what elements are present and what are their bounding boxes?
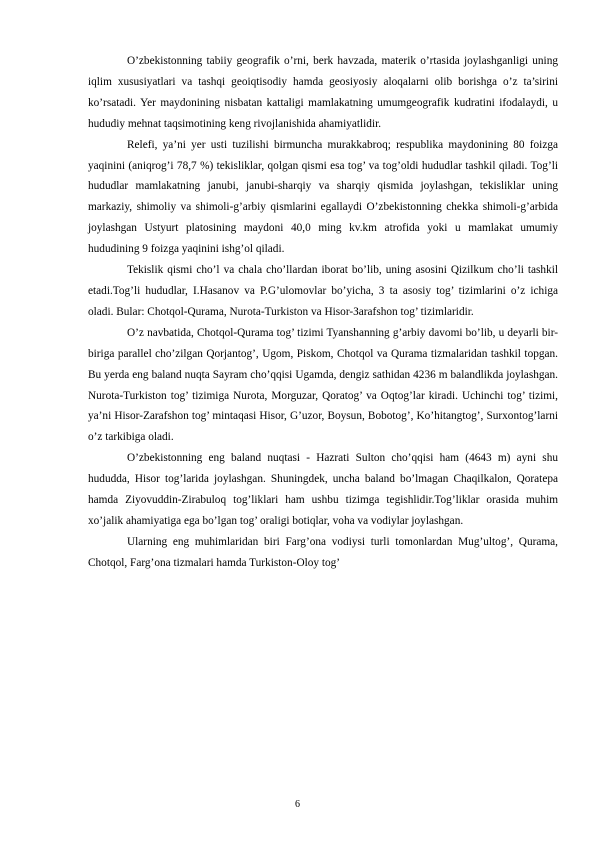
paragraph-geographic-position: O’zbekistonning tabiiy geografik o’rni, berk havzada, materik o’rtasida joylashganligi uning iqlim xususiyatlari va tashqi geoiqtisodiy hamda geosiyosiy aloqalarni olib borishga o’z ta’sirini ko’rsatadi. Yer maydonining nisbatan kattaligi mamlakatning umumgeografik kudratini ifodalaydi, u hududiy mehnat taqsimotining keng rivojlanishida ahamiyatlidir.	[88, 55, 558, 130]
paragraph-chotqol-qurama: O’z navbatida, Chotqol-Qurama tog’ tizimi Tyanshanning g’arbiy davomi bo’lib, u deyarli bir-biriga parallel cho’zilgan Qorjantog’, Ugom, Piskom, Chotqol va Qurama tizmalaridan tashkil topgan. Bu yerda eng baland nuqta Sayram cho’qqisi Ugamda, dengiz sathidan 4236 m balandlikda joylashgan. Nurota-Turkiston tog’ tizimiga Nurota, Morguzar, Qoratog’ va Oqtog’lar kiradi. Uchinchi tog’ tizimi, ya’ni Hisor-Zarafshon tog’ mintaqasi Hisor, G’uzor, Boysun, Bobotog’, Ko’hitangtog’, Surxontog’larni o’z tarkibiga oladi.	[88, 326, 558, 444]
document-page	[88, 51, 558, 574]
paragraph-highest-point: O’zbekistonning eng baland nuqtasi - Hazrati Sulton cho’qqisi ham (4643 m) ayni shu hududda, Hisor tog’larida joylashgan. Shuningdek, uncha baland bo’lmagan Chaqilkalon, Qoratepa hamda Ziyovuddin-Zirabuloq tog’liklari ham ushbu tizimga tegishlidir.Tog’liklar orasida muhim xo’jalik ahamiyatiga ega bo’lgan tog’ oraligi botiqlar, voha va vodiylar joylashgan.	[88, 452, 558, 527]
paragraph-plains-and-mountains: Tekislik qismi cho’l va chala cho’llardan iborat bo’lib, uning asosini Qizilkum cho’li tashkil etadi.Tog’li hududlar, I.Hasanov va P.G’ulomovlar bo’yicha, 3 ta asosiy tog’ tizimlarini o’z ichiga oladi. Bular: Chotqol-Qurama, Nurota-Turkiston va Hisor-Зarafshon tog’ tizimlaridir.	[88, 264, 558, 318]
page-number: 6	[295, 799, 300, 810]
paragraph-relief: Relefi, ya’ni yer usti tuzilishi birmuncha murakkabroq; respublika maydonining 80 foizga yaqinini (aniqrog’i 78,7 %) tekisliklar, qolgan qismi esa tog’ va tog’oldi hududlar tashkil qiladi. Tog’li hududlar mamlakatning janubi, janubi-sharqiy va sharqiy qismida joylashgan, tekisliklar uning markaziy, shimoliy va shimoli-g’arbiy qismlarini egallaydi O’zbekistonning chekka shimoli-g’arbida joylashgan Ustyurt platosining maydoni 40,0 ming kv.km atrofida yoki u mamlakat umumiy hududining 9 foizga yaqinini ishg’ol qiladi.	[88, 138, 558, 256]
paragraph-fergana-valley: Ularning eng muhimlaridan biri Farg’ona vodiysi turli tomonlardan Mug’ultog’, Qurama, Chotqol, Farg’ona tizmalari hamda Turkiston-Oloy tog’	[88, 535, 558, 569]
